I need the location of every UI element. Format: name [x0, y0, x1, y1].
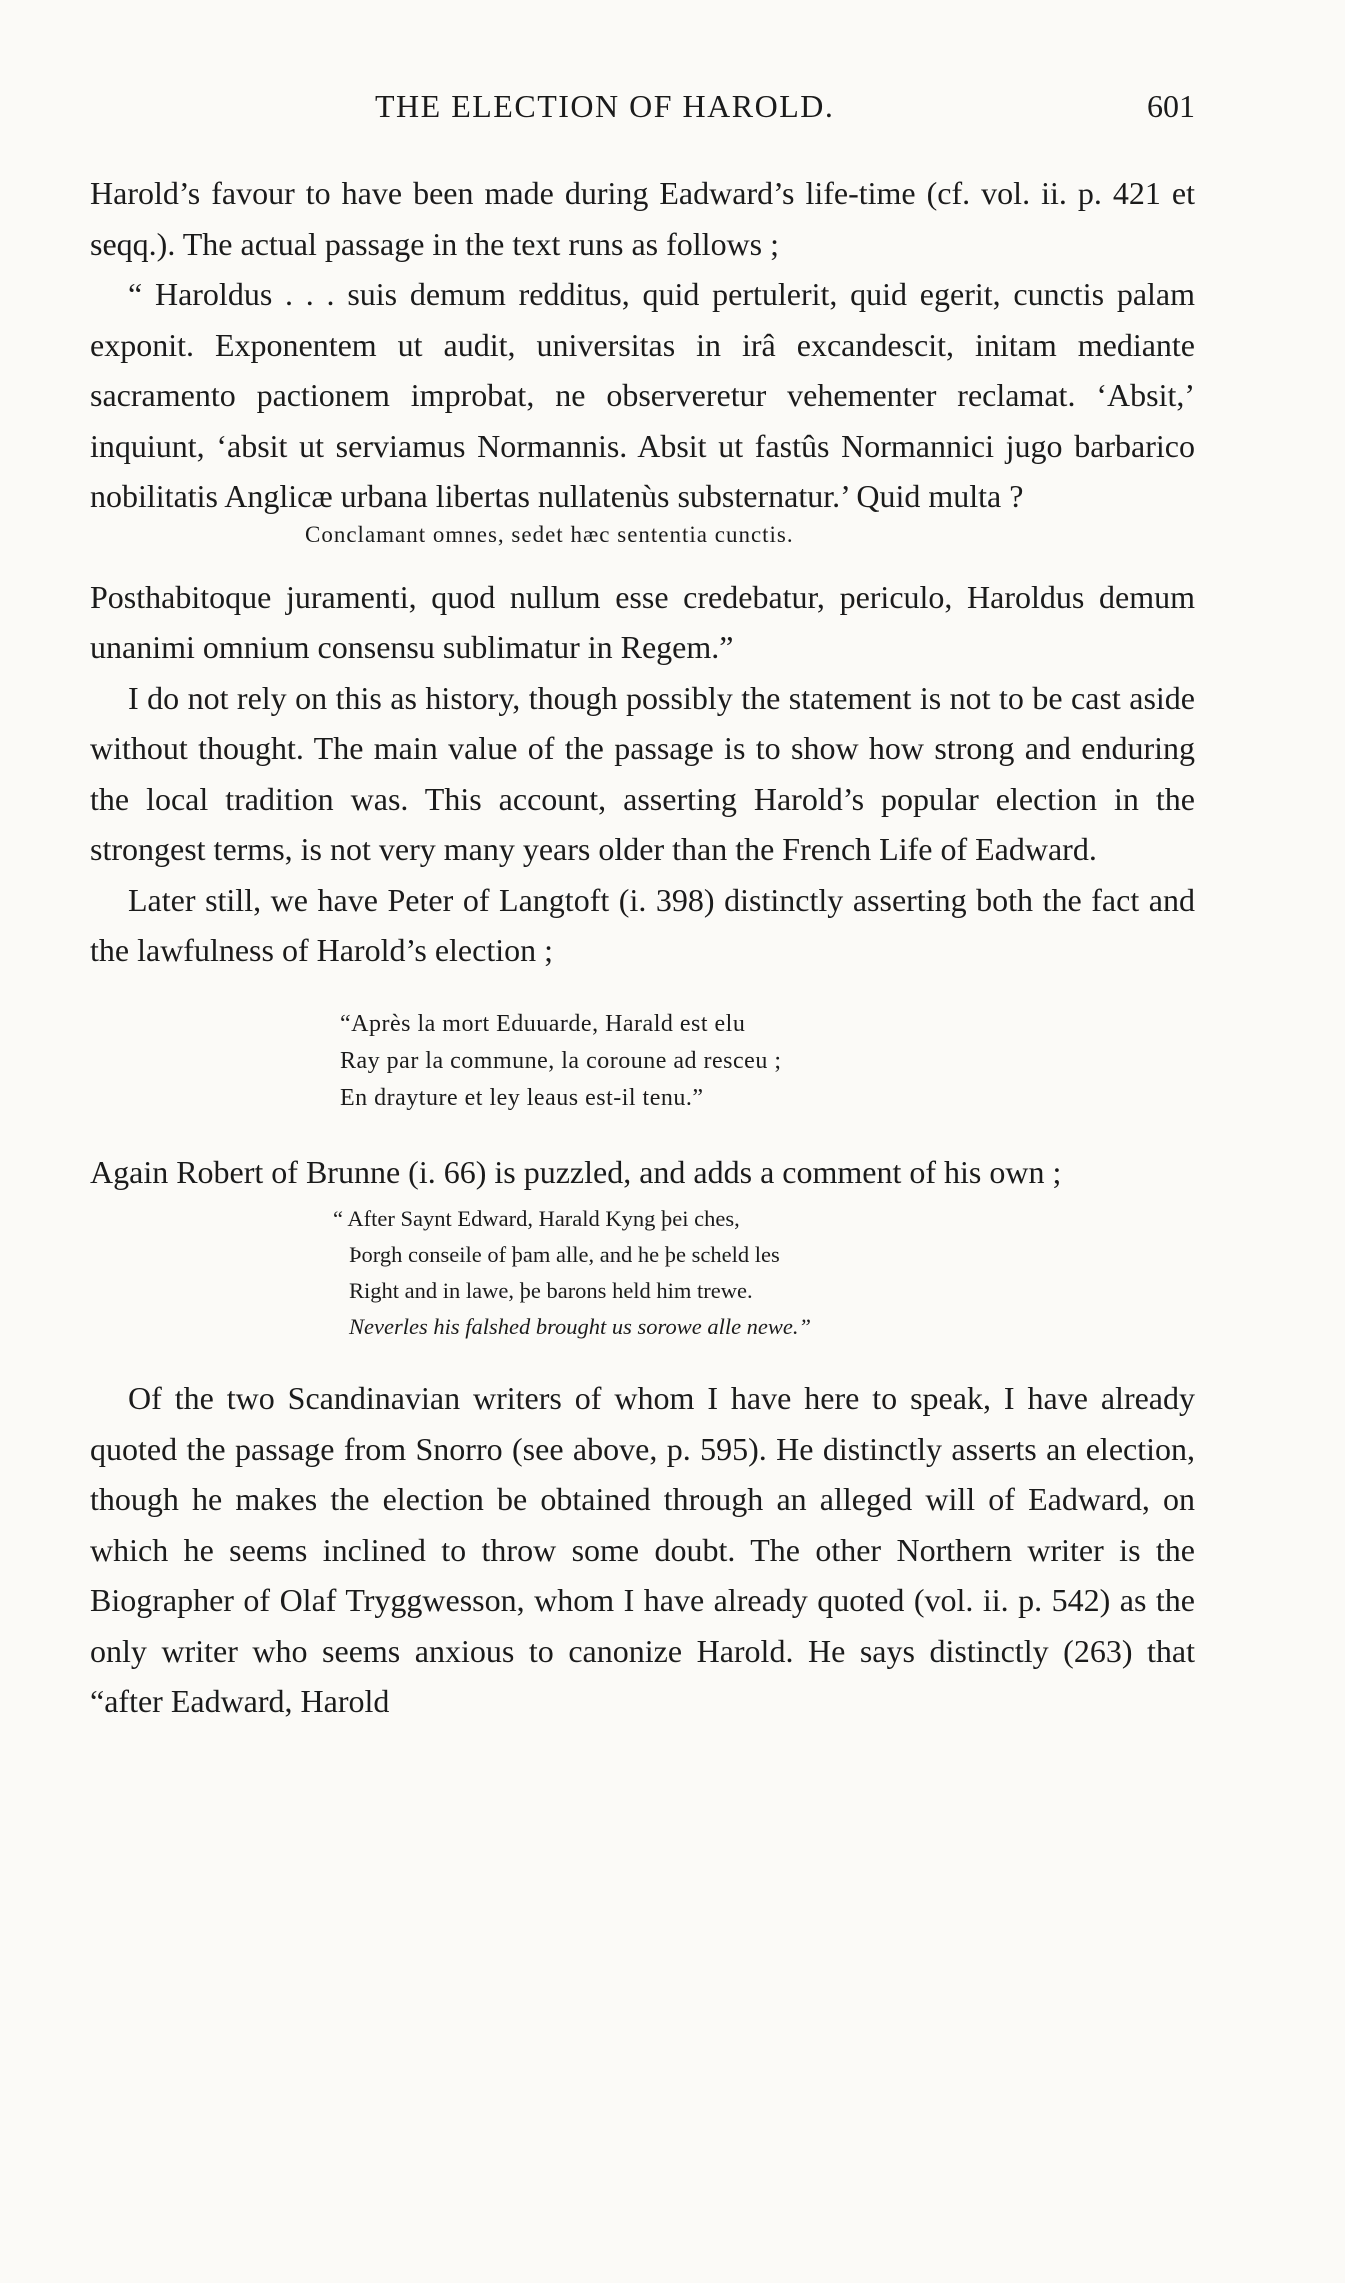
- verse-brunne-line-3: Right and in lawe, þe barons held him trewe.: [349, 1278, 753, 1303]
- verse-brunne-line-2: Þorgh conseile of þam alle, and he þe scheld les: [349, 1242, 780, 1267]
- verse-langtoft-line-2: Ray par la commune, la coroune ad resceu ;: [340, 1047, 782, 1074]
- verse-langtoft-line-1: “Aprѐs la mort Eduuarde, Harald est elu: [340, 1010, 746, 1037]
- running-title: THE ELECTION OF HAROLD.: [375, 88, 835, 124]
- paragraph-7: Of the two Scandinavian writers of whom I have here to speak, I have already quoted the passage from Snorro (see above, p. 595). He distinctly asserts an election, though he makes the election be obtained through an alleged will of Eadward, on which he seems inclined to throw some doubt. The other Northern writer is the Biographer of Olaf Tryggwesson, whom I have already quoted (vol. ii. p. 542) as the only writer who seems anxious to canonize Harold. He says distinctly (263) that “after Eadward, Harold: [90, 1380, 1195, 1719]
- quotation-latin: “ Haroldus . . . suis demum redditus, quid pertulerit, quid egerit, cunctis palam exponit. Exponentem ut audit, universitas in irâ excandescit, initam mediante sacramento pactionem improbat, ne observeretur vehementer reclamat. ‘Absit,’ inquiunt, ‘absit ut serviamus Normannis. Absit ut fastûs Normannici jugo barbarico nobilitatis Anglicæ urbana libertas nullatenùs substernatur.’ Quid multa ?: [90, 276, 1195, 514]
- paragraph-5: Later still, we have Peter of Langtoft (i. 398) distinctly asserting both the fact and the lawfulness of Harold’s election ;: [90, 881, 1195, 968]
- page-number: 601: [1147, 88, 1195, 124]
- verse-brunne-line-1: “ After Saynt Edward, Harald Kyng þei ches,: [333, 1206, 740, 1231]
- verse-brunne-line-4: Neverles his falshed brought us sorowe alle newe.”: [349, 1314, 812, 1339]
- paragraph-4: I do not rely on this as history, though possibly the statement is not to be cast aside without thought. The main value of the passage is to show how strong and enduring the local tradition was. This account, asserting Harold’s popular election in the strongest terms, is not very many years older than the French Life of Eadward.: [90, 679, 1195, 867]
- paragraph-3: Posthabitoque juramenti, quod nullum esse credebatur, periculo, Haroldus demum unanimi omnium consensu sublimatur in Regem.”: [90, 578, 1195, 665]
- verse-langtoft-line-3: En drayture et ley leaus est-il tenu.”: [340, 1084, 704, 1111]
- paragraph-6: Again Robert of Brunne (i. 66) is puzzled, and adds a comment of his own ;: [90, 1153, 1062, 1190]
- running-header: [90, 88, 1195, 128]
- verse-brunne: [333, 1201, 1195, 1345]
- verse-langtoft: [340, 1006, 1195, 1117]
- page-body: [90, 168, 1195, 1727]
- verse-line: Conclamant omnes, sedet hæc sententia cunctis.: [305, 521, 794, 547]
- paragraph-1: Harold’s favour to have been made during Eadward’s life-time (cf. vol. ii. p. 421 et seqq.). The actual passage in the text runs as follows ;: [90, 175, 1195, 262]
